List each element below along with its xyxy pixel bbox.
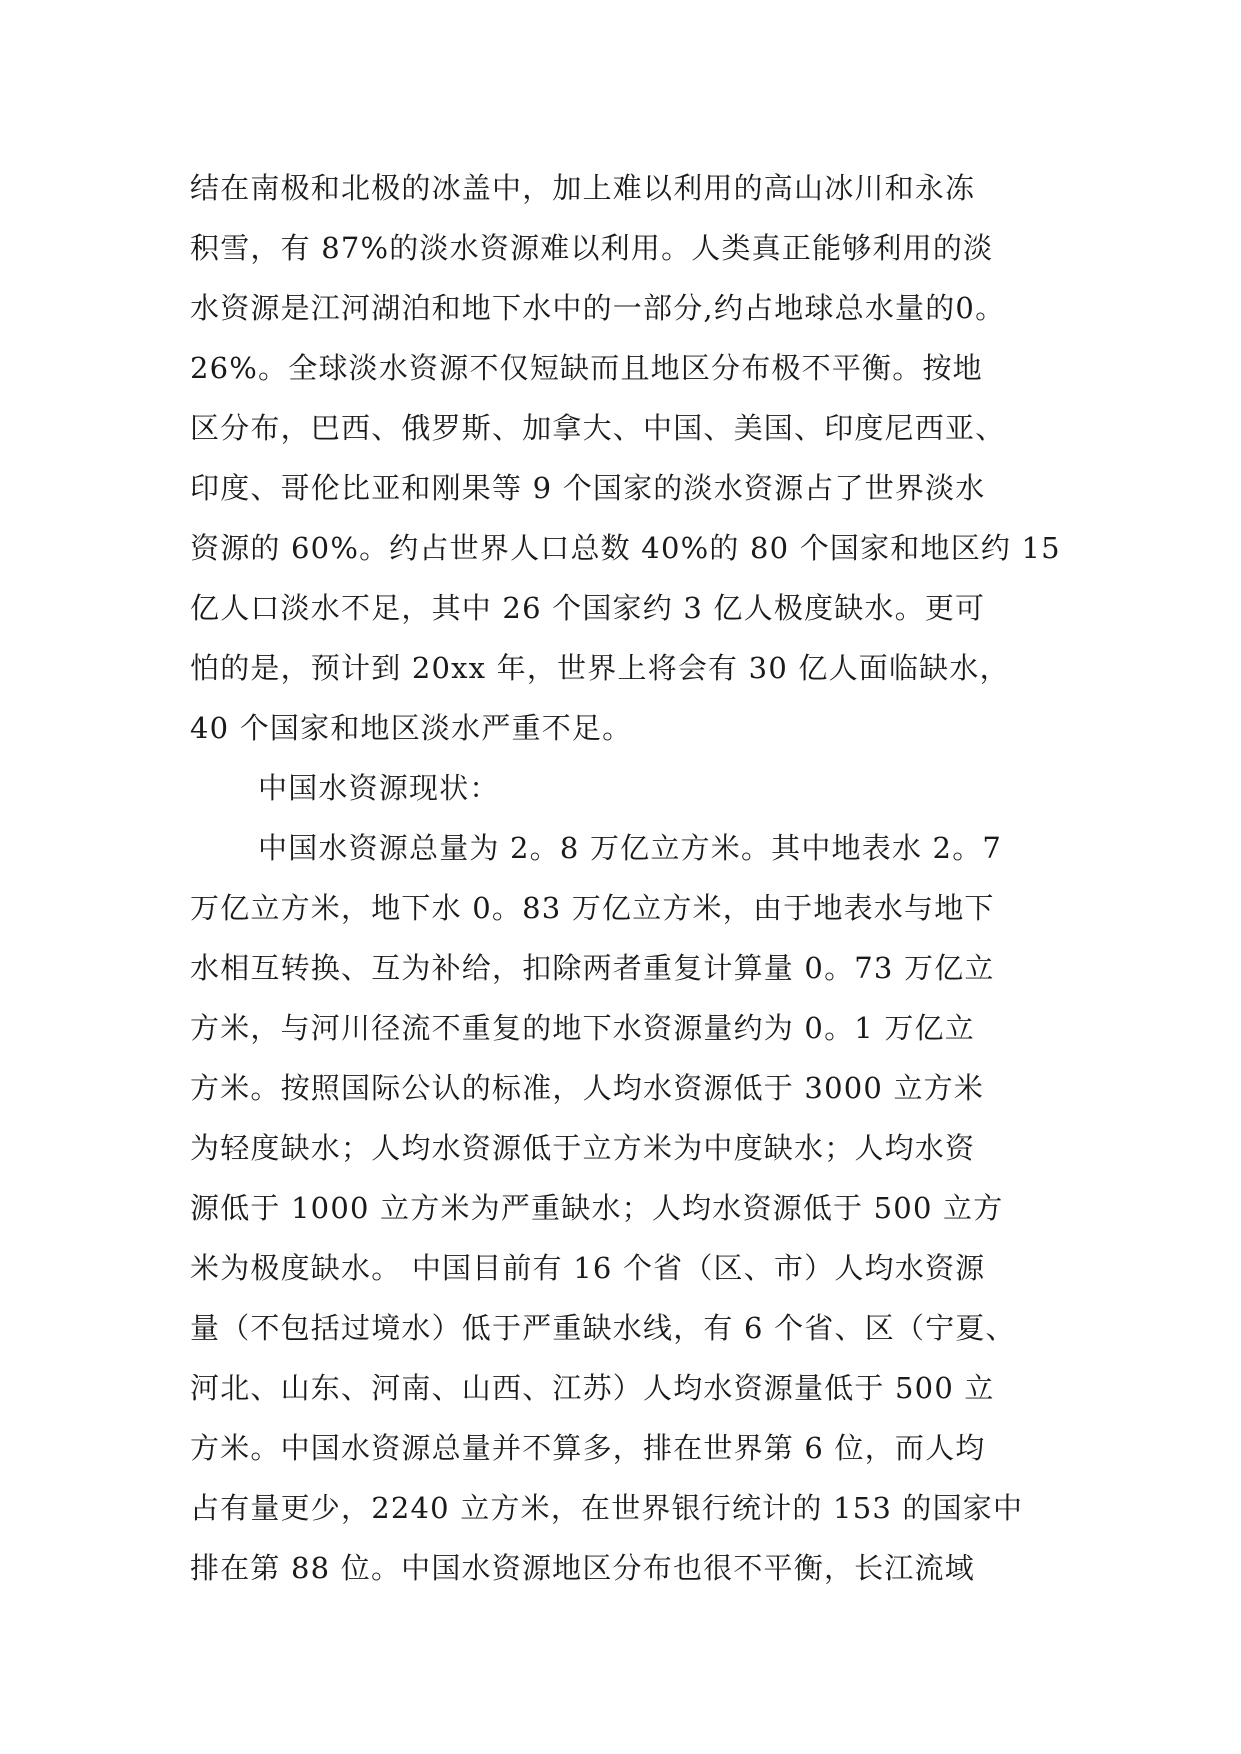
paragraph-line: 中国水资源总量为 2。8 万亿立方米。其中地表水 2。7	[258, 831, 1003, 865]
paragraph-line: 量（不包括过境水）低于严重缺水线，有 6 个省、区（宁夏、	[190, 1311, 1016, 1345]
paragraph-line: 水相互转换、互为补给，扣除两者重复计算量 0。73 万亿立	[190, 951, 995, 985]
paragraph-line: 源低于 1000 立方米为严重缺水；人均水资源低于 500 立方	[190, 1191, 1004, 1225]
paragraph-line: 河北、山东、河南、山西、江苏）人均水资源量低于 500 立	[190, 1371, 995, 1405]
paragraph-line: 米为极度缺水。 中国目前有 16 个省（区、市）人均水资源	[190, 1251, 986, 1285]
paragraph-line: 结在南极和北极的冰盖中，加上难以利用的高山冰川和永冻	[190, 171, 976, 205]
paragraph-line: 怕的是，预计到 20xx 年，世界上将会有 30 亿人面临缺水，	[190, 651, 1010, 685]
paragraph-line: 为轻度缺水；人均水资源低于立方米为中度缺水；人均水资	[190, 1131, 976, 1165]
section-heading: 中国水资源现状：	[258, 771, 500, 805]
paragraph-line: 区分布，巴西、俄罗斯、加拿大、中国、美国、印度尼西亚、	[190, 411, 1006, 445]
paragraph-line: 水资源是江河湖泊和地下水中的一部分,约占地球总水量的0。	[190, 291, 1006, 325]
paragraph-line: 万亿立方米，地下水 0。83 万亿立方米，由于地表水与地下	[190, 891, 995, 925]
paragraph-line: 方米。按照国际公认的标准，人均水资源低于 3000 立方米	[190, 1071, 985, 1105]
paragraph-line: 26%。全球淡水资源不仅短缺而且地区分布极不平衡。按地	[190, 351, 983, 385]
paragraph-line: 40 个国家和地区淡水严重不足。	[190, 711, 633, 745]
paragraph-line: 占有量更少，2240 立方米，在世界银行统计的 153 的国家中	[190, 1491, 1024, 1525]
paragraph-line: 资源的 60%。约占世界人口总数 40%的 80 个国家和地区约 15	[190, 531, 1061, 565]
paragraph-line: 方米，与河川径流不重复的地下水资源量约为 0。1 万亿立	[190, 1011, 975, 1045]
paragraph-line: 积雪，有 87%的淡水资源难以利用。人类真正能够利用的淡	[190, 231, 994, 265]
body-text	[190, 158, 1070, 1598]
paragraph-line: 亿人口淡水不足，其中 26 个国家约 3 亿人极度缺水。更可	[190, 591, 986, 625]
paragraph-line: 方米。中国水资源总量并不算多，排在世界第 6 位，而人均	[190, 1431, 986, 1465]
paragraph-line: 排在第 88 位。中国水资源地区分布也很不平衡，长江流域	[190, 1551, 975, 1585]
paragraph-line: 印度、哥伦比亚和刚果等 9 个国家的淡水资源占了世界淡水	[190, 471, 986, 505]
